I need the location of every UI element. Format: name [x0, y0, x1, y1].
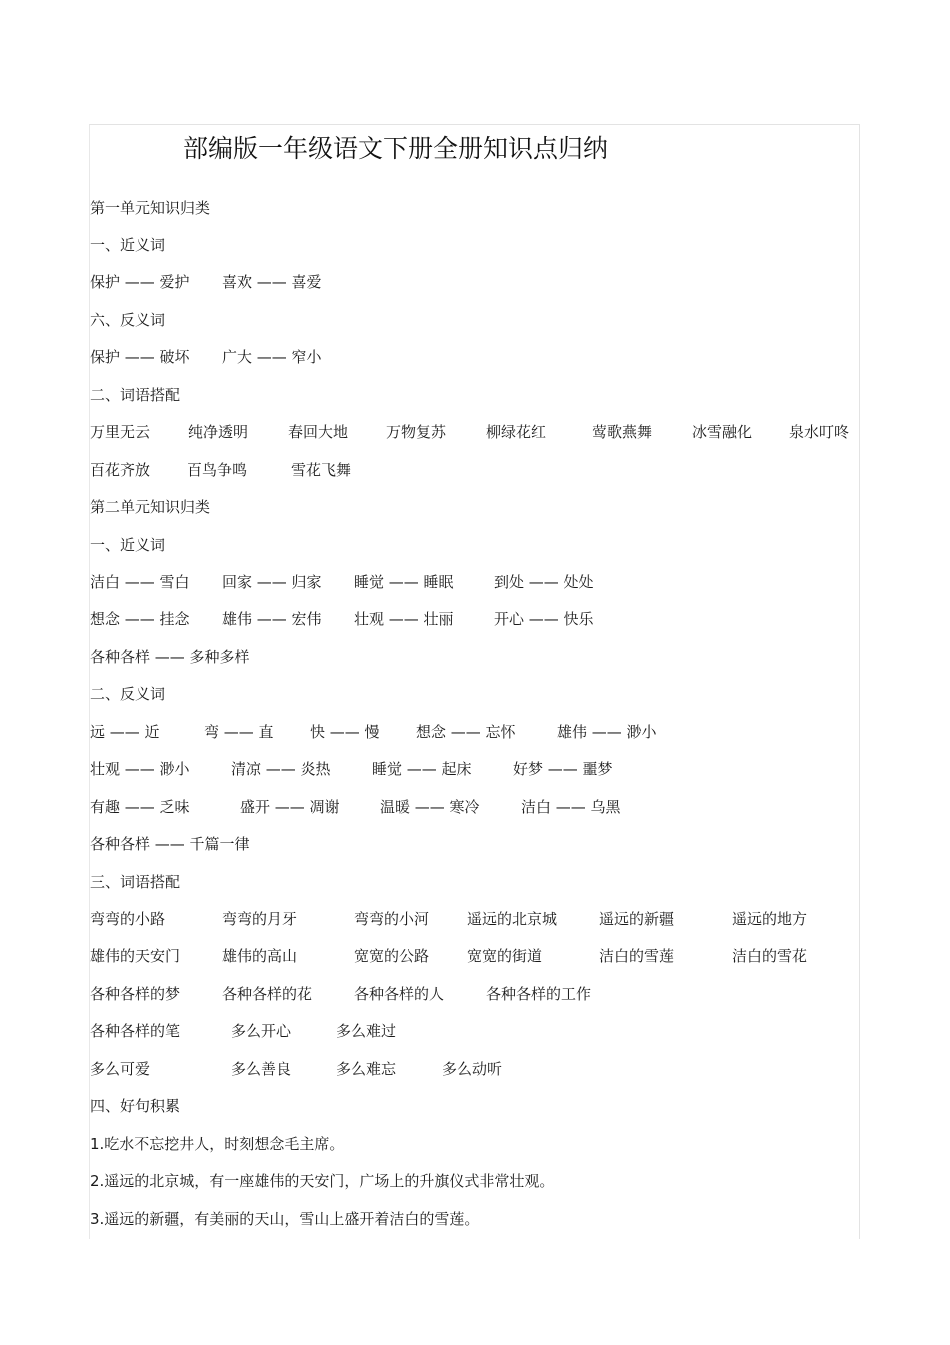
word-pair: 有趣 —— 乏味 [90, 798, 190, 816]
unit2-synonyms-heading: 一、近义词 [90, 536, 166, 554]
word-pair: 洁白 —— 乌黑 [521, 798, 621, 816]
unit2-sentences-heading: 四、好句积累 [90, 1097, 181, 1115]
word-pair: 清凉 —— 炎热 [231, 760, 331, 778]
word-item: 雄伟的天安门 [90, 947, 181, 965]
word-item: 泉水叮咚 [789, 423, 850, 441]
word-pair: 喜欢 —— 喜爱 [222, 273, 322, 291]
word-pair: 开心 —— 快乐 [494, 610, 594, 628]
unit1-synonyms-heading: 一、近义词 [90, 236, 166, 254]
word-item: 遥远的地方 [732, 910, 808, 928]
word-item: 遥远的新疆 [599, 910, 675, 928]
sentence-item: 3.遥远的新疆，有美丽的天山，雪山上盛开着洁白的雪莲。 [90, 1210, 480, 1228]
unit2-antonyms-heading: 二、反义词 [90, 685, 166, 703]
word-pair: 洁白 —— 雪白 [90, 573, 190, 591]
word-item: 万里无云 [90, 423, 151, 441]
word-item: 弯弯的小河 [354, 910, 430, 928]
word-pair: 快 —— 慢 [310, 723, 380, 741]
word-item: 宽宽的街道 [467, 947, 543, 965]
word-pair: 睡觉 —— 起床 [372, 760, 472, 778]
word-item: 各种各样的花 [222, 985, 313, 1003]
word-item: 纯净透明 [188, 423, 249, 441]
word-pair: 好梦 —— 噩梦 [513, 760, 613, 778]
word-pair: 回家 —— 归家 [222, 573, 322, 591]
word-item: 雄伟的高山 [222, 947, 298, 965]
word-pair: 各种各样 —— 千篇一律 [90, 835, 250, 853]
word-item: 冰雪融化 [692, 423, 753, 441]
word-item: 万物复苏 [386, 423, 447, 441]
word-pair: 远 —— 近 [90, 723, 160, 741]
word-item: 多么动听 [442, 1060, 503, 1078]
word-pair: 盛开 —— 凋谢 [240, 798, 340, 816]
word-item: 遥远的北京城 [467, 910, 558, 928]
word-pair: 壮观 —— 壮丽 [354, 610, 454, 628]
document-title: 部编版一年级语文下册全册知识点归纳 [183, 134, 609, 163]
word-item: 各种各样的笔 [90, 1022, 181, 1040]
word-pair: 雄伟 —— 渺小 [557, 723, 657, 741]
word-item: 弯弯的小路 [90, 910, 166, 928]
word-pair: 温暖 —— 寒冷 [380, 798, 480, 816]
word-pair: 雄伟 —— 宏伟 [222, 610, 322, 628]
word-pair: 保护 —— 破坏 [90, 348, 190, 366]
word-item: 宽宽的公路 [354, 947, 430, 965]
word-pair: 广大 —— 窄小 [222, 348, 322, 366]
sentence-item: 2.遥远的北京城，有一座雄伟的天安门，广场上的升旗仪式非常壮观。 [90, 1172, 555, 1190]
word-item: 各种各样的梦 [90, 985, 181, 1003]
word-pair: 睡觉 —— 睡眠 [354, 573, 454, 591]
unit2-collocations-heading: 三、词语搭配 [90, 873, 181, 891]
word-item: 柳绿花红 [486, 423, 547, 441]
word-item: 多么开心 [231, 1022, 292, 1040]
word-pair: 弯 —— 直 [204, 723, 274, 741]
word-item: 多么善良 [231, 1060, 292, 1078]
word-item: 百花齐放 [90, 461, 151, 479]
word-pair: 到处 —— 处处 [494, 573, 594, 591]
word-item: 莺歌燕舞 [592, 423, 653, 441]
word-item: 多么难过 [336, 1022, 397, 1040]
unit1-antonyms-heading: 六、反义词 [90, 311, 166, 329]
word-item: 春回大地 [288, 423, 349, 441]
unit1-collocations-heading: 二、词语搭配 [90, 386, 181, 404]
word-item: 洁白的雪莲 [599, 947, 675, 965]
word-item: 各种各样的人 [354, 985, 445, 1003]
word-item: 百鸟争鸣 [187, 461, 248, 479]
word-item: 雪花飞舞 [291, 461, 352, 479]
word-item: 洁白的雪花 [732, 947, 808, 965]
word-item: 多么可爱 [90, 1060, 151, 1078]
unit1-heading: 第一单元知识归类 [90, 199, 211, 217]
word-pair: 各种各样 —— 多种多样 [90, 648, 250, 666]
sentence-item: 1.吃水不忘挖井人，时刻想念毛主席。 [90, 1135, 345, 1153]
word-item: 弯弯的月牙 [222, 910, 298, 928]
word-pair: 想念 —— 忘怀 [416, 723, 516, 741]
word-pair: 保护 —— 爱护 [90, 273, 190, 291]
unit2-heading: 第二单元知识归类 [90, 498, 211, 516]
word-item: 多么难忘 [336, 1060, 397, 1078]
word-pair: 想念 —— 挂念 [90, 610, 190, 628]
word-item: 各种各样的工作 [486, 985, 592, 1003]
word-pair: 壮观 —— 渺小 [90, 760, 190, 778]
